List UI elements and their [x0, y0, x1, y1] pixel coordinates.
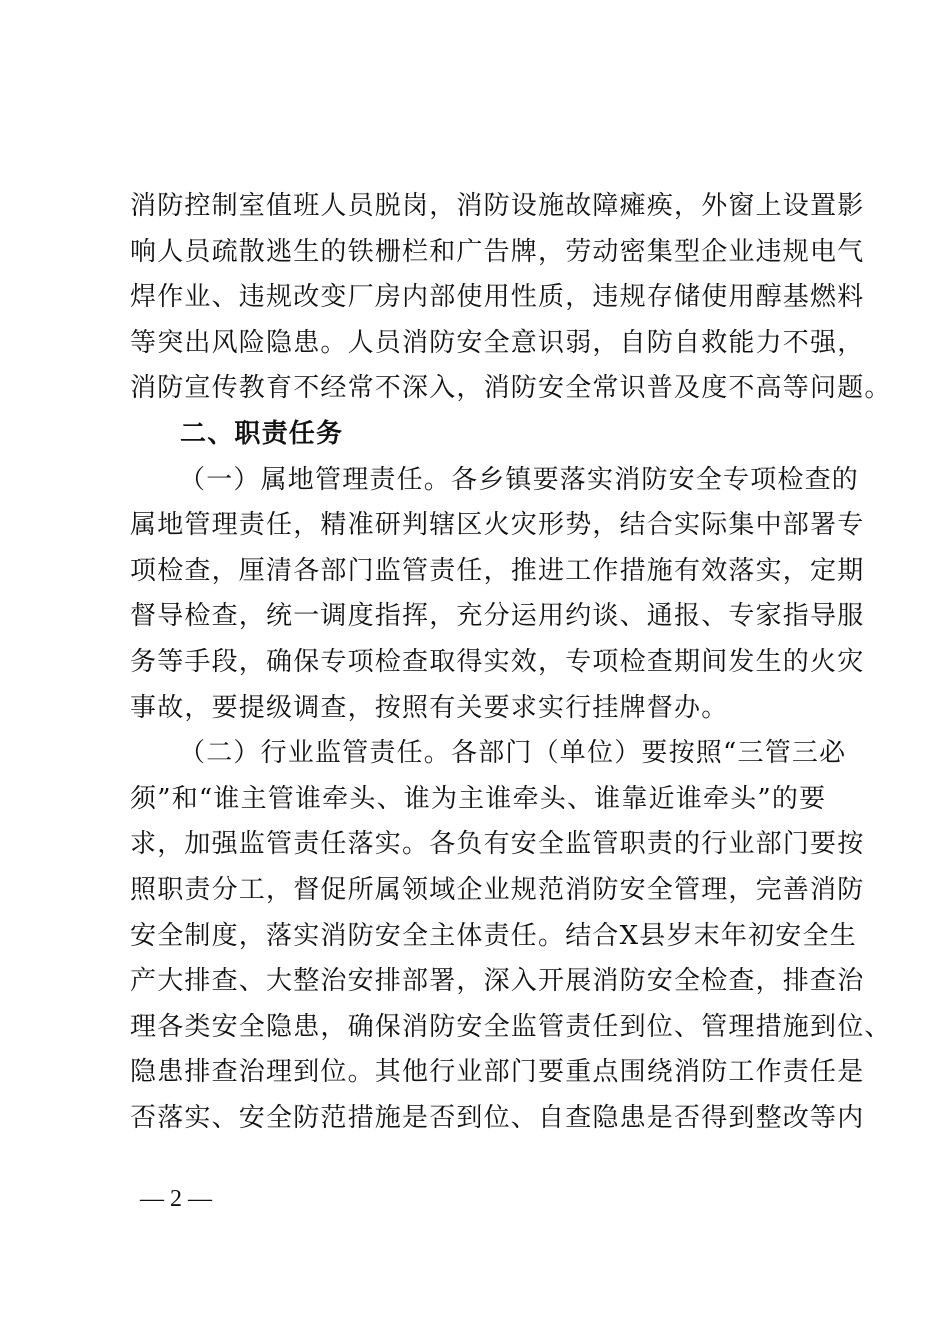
text-line: 否落实、安全防范措施是否到位、自查隐患是否得到整改等内 — [130, 1102, 865, 1133]
text-line: 安全制度，落实消防安全主体责任。结合X县岁末年初安全生 — [130, 920, 857, 951]
text-line: 务等手段，确保专项检查取得实效，专项检查期间发生的火灾 — [130, 646, 865, 677]
text-line: 响人员疏散逃生的铁栅栏和广告牌，劳动密集型企业违规电气 — [130, 236, 865, 267]
text-line: 督导检查，统一调度指挥，充分运用约谈、通报、专家指导服 — [130, 601, 865, 632]
text-line: 属地管理责任，精准研判辖区火灾形势，结合实际集中部署专 — [130, 510, 865, 541]
text-line: 消防控制室值班人员脱岗，消防设施故障瘫痪，外窗上设置影 — [130, 191, 865, 221]
paragraph-start-line: （一）属地管理责任。各乡镇要落实消防安全专项检查的 — [179, 464, 860, 495]
text-line: 隐患排查治理到位。其他行业部门要重点围绕消防工作责任是 — [130, 1057, 865, 1088]
text-line: 须”和“谁主管谁牵头、谁为主谁牵头、谁靠近谁牵头”的要 — [130, 783, 827, 814]
paragraph-start-line: （二）行业监管责任。各部门（单位）要按照“三管三必 — [179, 738, 847, 769]
text-line: 求，加强监管责任落实。各负有安全监管职责的行业部门要按 — [130, 829, 865, 860]
text-line: 焊作业、违规改变厂房内部使用性质，违规存储使用醇基燃料 — [130, 282, 865, 313]
page-number: — 2 — — [140, 1186, 212, 1212]
text-line: 消防宣传教育不经常不深入，消防安全常识普及度不高等问题。 — [130, 373, 892, 404]
text-line: 事故，要提级调查，按照有关要求实行挂牌督办。 — [130, 692, 729, 723]
text-line: 等突出风险隐患。人员消防安全意识弱，自防自救能力不强， — [130, 327, 865, 358]
section-heading: 二、职责任务 — [180, 418, 344, 449]
body-text — [130, 184, 892, 1141]
text-line: 项检查，厘清各部门监管责任，推进工作措施有效落实，定期 — [130, 555, 865, 586]
text-line: 理各类安全隐患，确保消防安全监管责任到位、管理措施到位、 — [130, 1011, 892, 1042]
text-line: 照职责分工，督促所属领域企业规范消防安全管理，完善消防 — [130, 874, 865, 905]
text-line: 产大排查、大整治安排部署，深入开展消防安全检查，排查治 — [130, 966, 865, 997]
